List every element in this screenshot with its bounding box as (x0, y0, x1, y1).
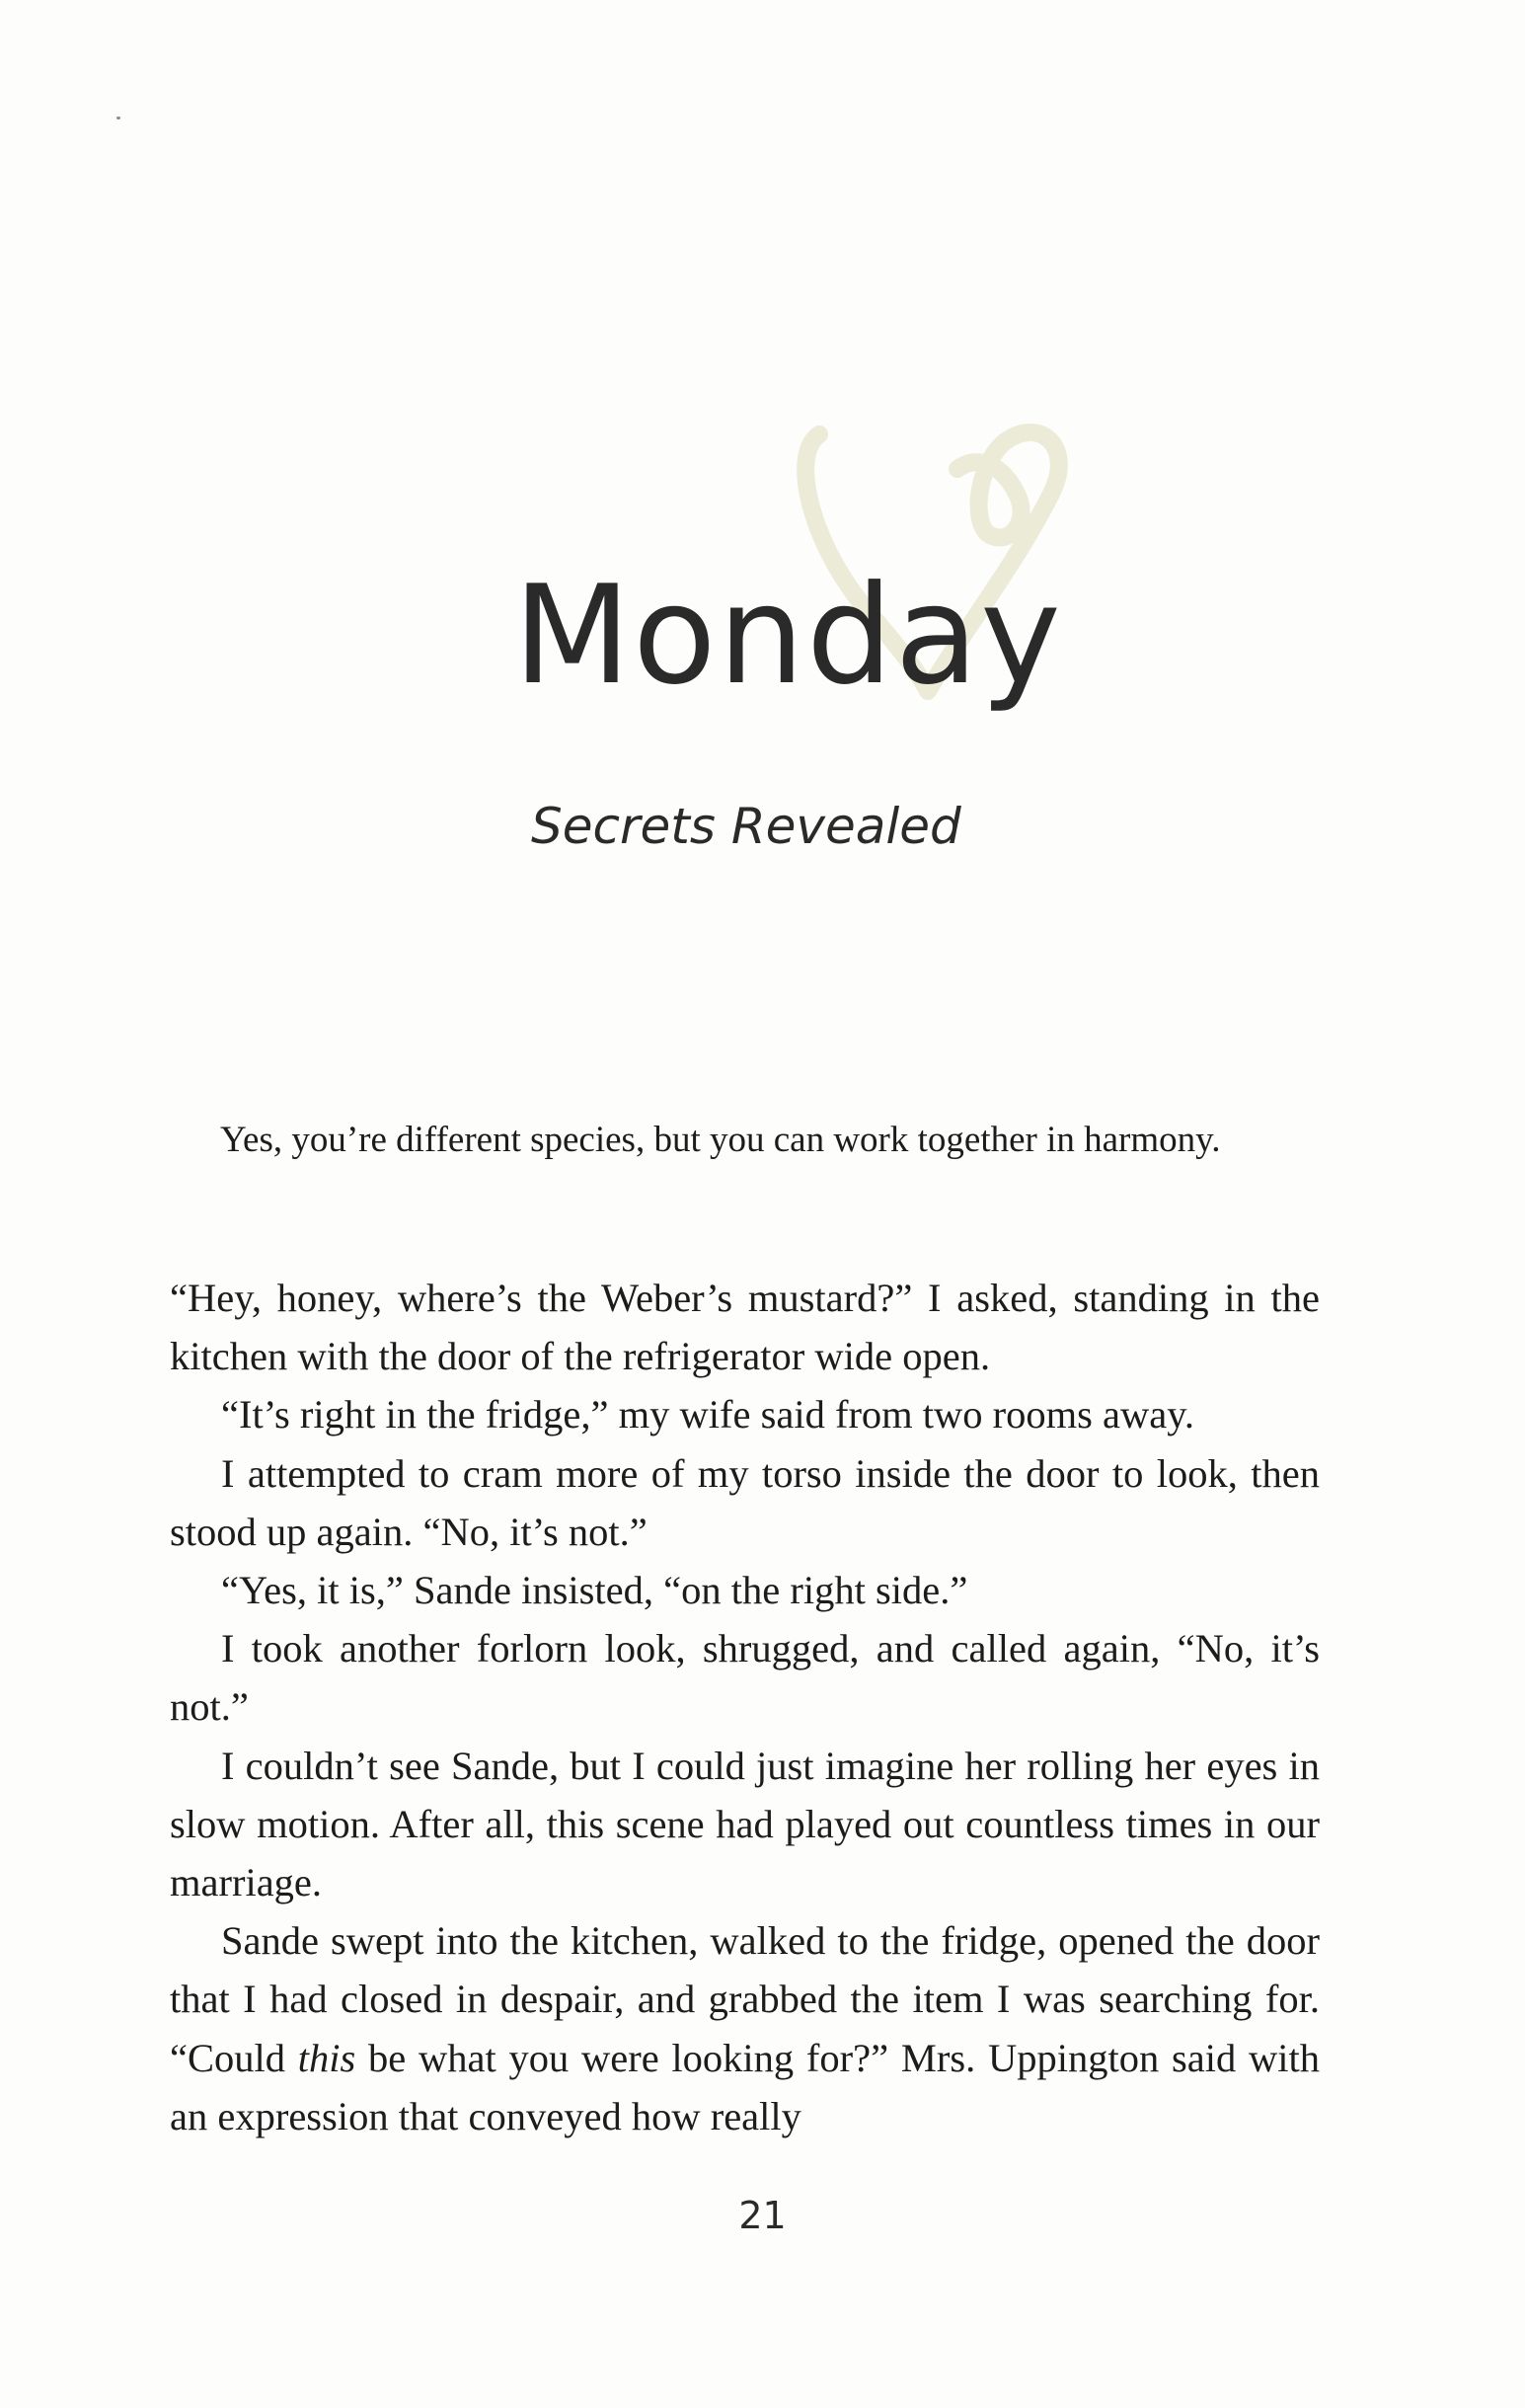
body-text (170, 1269, 1320, 2145)
page-number: 21 (738, 2194, 787, 2237)
paragraph-last (170, 1911, 1320, 2145)
paragraph: I attempted to cram more of my torso inside the door to look, then stood up again. “No, it’s not.” (170, 1450, 1320, 1554)
epigraph: Yes, you’re different species, but you can work together in harmony. (220, 1120, 1221, 1160)
paragraph-text: Sande swept into the kitchen, walked to the fridge, opened the door that I had closed in despair, and grabbed the item I was searching for. “Could (170, 1918, 1320, 2080)
paragraph: I took another forlorn look, shrugged, and called again, “No, it’s not.” (170, 1626, 1320, 1730)
paragraph: “Yes, it is,” Sande insisted, “on the right side.” (221, 1568, 968, 1613)
paragraph: “It’s right in the fridge,” my wife said from two rooms away. (221, 1392, 1195, 1437)
dust-speck (116, 117, 120, 119)
italic-emphasis: this (297, 2035, 356, 2080)
chapter-title: Monday (513, 556, 1063, 715)
paragraph-text: be what you were looking for?” Mrs. Uppington said with an expression that conveyed how really (170, 2035, 1320, 2138)
paragraph: “Hey, honey, where’s the Weber’s mustard?” I asked, standing in the kitchen with the door of the refrigerator wide open. (170, 1276, 1320, 1379)
chapter-subtitle: Secrets Revealed (531, 798, 961, 855)
paragraph: I couldn’t see Sande, but I could just imagine her rolling her eyes in slow motion. After all, this scene had played out countless times in our marriage. (170, 1743, 1320, 1905)
